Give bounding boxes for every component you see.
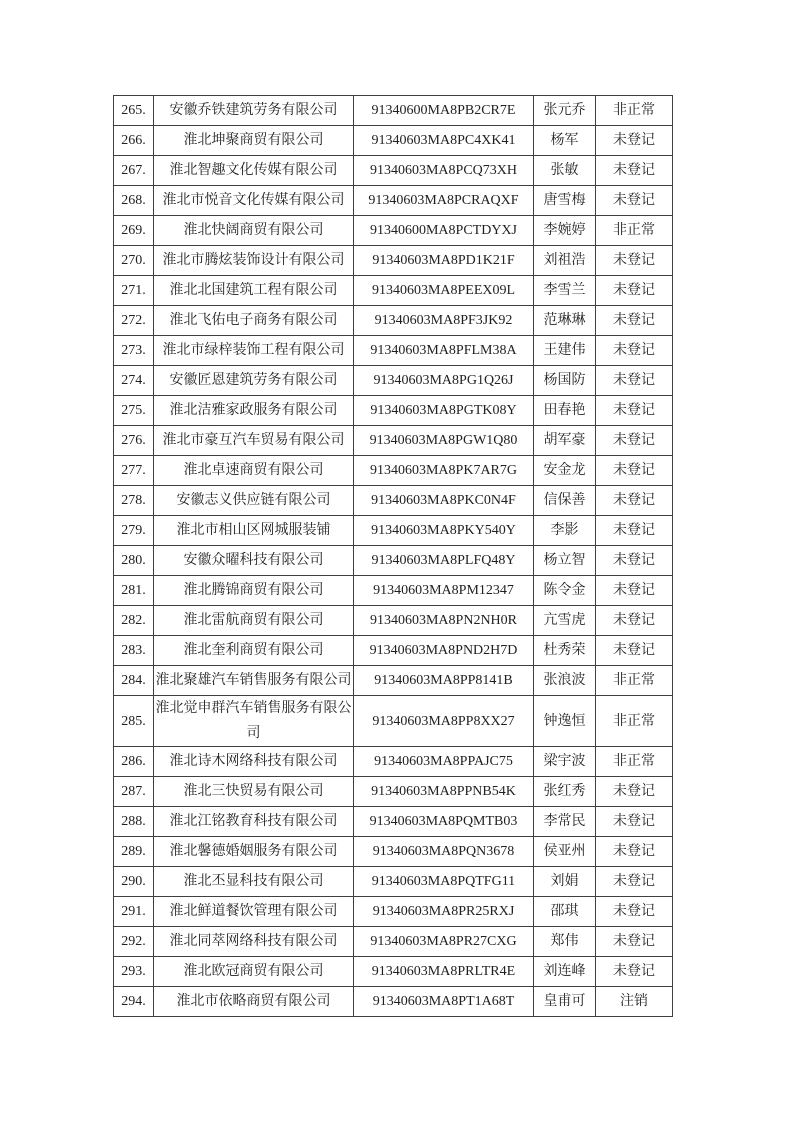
table-row [114, 426, 673, 456]
person-name-cell: 刘连峰 [534, 957, 596, 987]
table-row [114, 336, 673, 366]
status-cell: 未登记 [596, 516, 673, 546]
credit-code-cell: 91340603MA8PQTFG11 [354, 867, 534, 897]
person-name-cell: 李影 [534, 516, 596, 546]
credit-code-cell: 91340603MA8PCRAQXF [354, 186, 534, 216]
table-row [114, 186, 673, 216]
row-index-cell: 272. [114, 306, 154, 336]
credit-code-cell: 91340603MA8PN2NH0R [354, 606, 534, 636]
company-name-cell: 淮北同萃网络科技有限公司 [154, 927, 354, 957]
company-name-cell: 淮北洁雅家政服务有限公司 [154, 396, 354, 426]
credit-code-cell: 91340603MA8PGW1Q80 [354, 426, 534, 456]
table-row [114, 126, 673, 156]
status-cell: 未登记 [596, 126, 673, 156]
status-cell: 未登记 [596, 897, 673, 927]
person-name-cell: 刘祖浩 [534, 246, 596, 276]
status-cell: 未登记 [596, 276, 673, 306]
person-name-cell: 张元乔 [534, 96, 596, 126]
person-name-cell: 信保善 [534, 486, 596, 516]
table-row [114, 957, 673, 987]
credit-code-cell: 91340603MA8PP8XX27 [354, 696, 534, 747]
table-row [114, 576, 673, 606]
status-cell: 未登记 [596, 807, 673, 837]
status-cell: 非正常 [596, 96, 673, 126]
company-table-body [114, 96, 673, 1017]
credit-code-cell: 91340603MA8PK7AR7G [354, 456, 534, 486]
status-cell: 未登记 [596, 396, 673, 426]
table-row [114, 216, 673, 246]
company-name-cell: 淮北雷航商贸有限公司 [154, 606, 354, 636]
table-row [114, 276, 673, 306]
credit-code-cell: 91340603MA8PD1K21F [354, 246, 534, 276]
status-cell: 未登记 [596, 156, 673, 186]
company-name-cell: 淮北三快贸易有限公司 [154, 777, 354, 807]
status-cell: 非正常 [596, 747, 673, 777]
table-row [114, 306, 673, 336]
company-name-cell: 安徽匠恩建筑劳务有限公司 [154, 366, 354, 396]
status-cell: 未登记 [596, 486, 673, 516]
company-name-cell: 淮北馨德婚姻服务有限公司 [154, 837, 354, 867]
row-index-cell: 290. [114, 867, 154, 897]
company-name-cell: 淮北市腾炫装饰设计有限公司 [154, 246, 354, 276]
table-row [114, 696, 673, 747]
company-name-cell: 淮北坤聚商贸有限公司 [154, 126, 354, 156]
row-index-cell: 277. [114, 456, 154, 486]
row-index-cell: 265. [114, 96, 154, 126]
credit-code-cell: 91340603MA8PP8141B [354, 666, 534, 696]
row-index-cell: 274. [114, 366, 154, 396]
row-index-cell: 293. [114, 957, 154, 987]
company-name-cell: 淮北卓速商贸有限公司 [154, 456, 354, 486]
table-row [114, 927, 673, 957]
status-cell: 未登记 [596, 336, 673, 366]
status-cell: 注销 [596, 987, 673, 1017]
table-row [114, 777, 673, 807]
row-index-cell: 289. [114, 837, 154, 867]
credit-code-cell: 91340603MA8PF3JK92 [354, 306, 534, 336]
row-index-cell: 281. [114, 576, 154, 606]
person-name-cell: 刘娟 [534, 867, 596, 897]
person-name-cell: 杨军 [534, 126, 596, 156]
row-index-cell: 269. [114, 216, 154, 246]
row-index-cell: 286. [114, 747, 154, 777]
person-name-cell: 李常民 [534, 807, 596, 837]
row-index-cell: 280. [114, 546, 154, 576]
company-name-cell: 淮北丕显科技有限公司 [154, 867, 354, 897]
row-index-cell: 285. [114, 696, 154, 747]
table-row [114, 897, 673, 927]
company-name-cell: 安徽乔铁建筑劳务有限公司 [154, 96, 354, 126]
company-name-cell: 淮北市豪互汽车贸易有限公司 [154, 426, 354, 456]
credit-code-cell: 91340603MA8PKC0N4F [354, 486, 534, 516]
row-index-cell: 282. [114, 606, 154, 636]
row-index-cell: 271. [114, 276, 154, 306]
credit-code-cell: 91340603MA8PCQ73XH [354, 156, 534, 186]
row-index-cell: 267. [114, 156, 154, 186]
row-index-cell: 294. [114, 987, 154, 1017]
company-name-cell: 安徽志义供应链有限公司 [154, 486, 354, 516]
company-name-cell: 淮北快阔商贸有限公司 [154, 216, 354, 246]
credit-code-cell: 91340603MA8PQMTB03 [354, 807, 534, 837]
status-cell: 未登记 [596, 957, 673, 987]
person-name-cell: 张红秀 [534, 777, 596, 807]
credit-code-cell: 91340603MA8PPNB54K [354, 777, 534, 807]
row-index-cell: 287. [114, 777, 154, 807]
credit-code-cell: 91340603MA8PKY540Y [354, 516, 534, 546]
credit-code-cell: 91340600MA8PB2CR7E [354, 96, 534, 126]
table-row [114, 246, 673, 276]
person-name-cell: 侯亚州 [534, 837, 596, 867]
company-name-cell: 淮北市悦音文化传媒有限公司 [154, 186, 354, 216]
person-name-cell: 杨立智 [534, 546, 596, 576]
status-cell: 非正常 [596, 696, 673, 747]
row-index-cell: 268. [114, 186, 154, 216]
table-row [114, 606, 673, 636]
credit-code-cell: 91340603MA8PND2H7D [354, 636, 534, 666]
person-name-cell: 陈令金 [534, 576, 596, 606]
row-index-cell: 270. [114, 246, 154, 276]
credit-code-cell: 91340603MA8PPAJC75 [354, 747, 534, 777]
status-cell: 未登记 [596, 867, 673, 897]
company-name-cell: 淮北江铭教育科技有限公司 [154, 807, 354, 837]
status-cell: 未登记 [596, 927, 673, 957]
company-name-cell: 安徽众曜科技有限公司 [154, 546, 354, 576]
table-row [114, 636, 673, 666]
table-row [114, 516, 673, 546]
table-row [114, 96, 673, 126]
company-registry-table [113, 95, 673, 1017]
person-name-cell: 梁宇波 [534, 747, 596, 777]
person-name-cell: 范琳琳 [534, 306, 596, 336]
person-name-cell: 邵琪 [534, 897, 596, 927]
person-name-cell: 胡军豪 [534, 426, 596, 456]
table-row [114, 837, 673, 867]
row-index-cell: 273. [114, 336, 154, 366]
credit-code-cell: 91340603MA8PFLM38A [354, 336, 534, 366]
credit-code-cell: 91340600MA8PCTDYXJ [354, 216, 534, 246]
status-cell: 未登记 [596, 366, 673, 396]
company-name-cell: 淮北奎利商贸有限公司 [154, 636, 354, 666]
person-name-cell: 亢雪虎 [534, 606, 596, 636]
status-cell: 非正常 [596, 216, 673, 246]
company-name-cell: 淮北市依略商贸有限公司 [154, 987, 354, 1017]
person-name-cell: 郑伟 [534, 927, 596, 957]
table-row [114, 396, 673, 426]
company-name-cell: 淮北市相山区网城服装铺 [154, 516, 354, 546]
status-cell: 未登记 [596, 606, 673, 636]
status-cell: 非正常 [596, 666, 673, 696]
person-name-cell: 李婉婷 [534, 216, 596, 246]
credit-code-cell: 91340603MA8PC4XK41 [354, 126, 534, 156]
credit-code-cell: 91340603MA8PGTK08Y [354, 396, 534, 426]
table-row [114, 486, 673, 516]
row-index-cell: 278. [114, 486, 154, 516]
status-cell: 未登记 [596, 837, 673, 867]
status-cell: 未登记 [596, 777, 673, 807]
table-row [114, 867, 673, 897]
row-index-cell: 288. [114, 807, 154, 837]
company-name-cell: 淮北觉申群汽车销售服务有限公司 [154, 696, 354, 747]
row-index-cell: 275. [114, 396, 154, 426]
table-row [114, 747, 673, 777]
person-name-cell: 皇甫可 [534, 987, 596, 1017]
company-name-cell: 淮北飞佑电子商务有限公司 [154, 306, 354, 336]
status-cell: 未登记 [596, 546, 673, 576]
person-name-cell: 李雪兰 [534, 276, 596, 306]
company-name-cell: 淮北聚雄汽车销售服务有限公司 [154, 666, 354, 696]
row-index-cell: 284. [114, 666, 154, 696]
table-row [114, 456, 673, 486]
credit-code-cell: 91340603MA8PEEX09L [354, 276, 534, 306]
person-name-cell: 田春艳 [534, 396, 596, 426]
row-index-cell: 292. [114, 927, 154, 957]
credit-code-cell: 91340603MA8PQN3678 [354, 837, 534, 867]
company-name-cell: 淮北智趣文化传媒有限公司 [154, 156, 354, 186]
table-row [114, 156, 673, 186]
table-row [114, 366, 673, 396]
credit-code-cell: 91340603MA8PLFQ48Y [354, 546, 534, 576]
company-name-cell: 淮北北国建筑工程有限公司 [154, 276, 354, 306]
row-index-cell: 276. [114, 426, 154, 456]
person-name-cell: 安金龙 [534, 456, 596, 486]
credit-code-cell: 91340603MA8PG1Q26J [354, 366, 534, 396]
table-row [114, 546, 673, 576]
person-name-cell: 杨国防 [534, 366, 596, 396]
status-cell: 未登记 [596, 456, 673, 486]
company-name-cell: 淮北鲜道餐饮管理有限公司 [154, 897, 354, 927]
status-cell: 未登记 [596, 426, 673, 456]
person-name-cell: 杜秀荣 [534, 636, 596, 666]
company-name-cell: 淮北腾锦商贸有限公司 [154, 576, 354, 606]
credit-code-cell: 91340603MA8PR25RXJ [354, 897, 534, 927]
company-name-cell: 淮北欧冠商贸有限公司 [154, 957, 354, 987]
status-cell: 未登记 [596, 576, 673, 606]
person-name-cell: 唐雪梅 [534, 186, 596, 216]
credit-code-cell: 91340603MA8PR27CXG [354, 927, 534, 957]
row-index-cell: 279. [114, 516, 154, 546]
person-name-cell: 张敏 [534, 156, 596, 186]
row-index-cell: 283. [114, 636, 154, 666]
table-row [114, 807, 673, 837]
row-index-cell: 266. [114, 126, 154, 156]
credit-code-cell: 91340603MA8PRLTR4E [354, 957, 534, 987]
status-cell: 未登记 [596, 306, 673, 336]
status-cell: 未登记 [596, 636, 673, 666]
row-index-cell: 291. [114, 897, 154, 927]
company-name-cell: 淮北诗木网络科技有限公司 [154, 747, 354, 777]
table-row [114, 987, 673, 1017]
person-name-cell: 王建伟 [534, 336, 596, 366]
person-name-cell: 钟逸恒 [534, 696, 596, 747]
credit-code-cell: 91340603MA8PM12347 [354, 576, 534, 606]
status-cell: 未登记 [596, 186, 673, 216]
credit-code-cell: 91340603MA8PT1A68T [354, 987, 534, 1017]
person-name-cell: 张浪波 [534, 666, 596, 696]
status-cell: 未登记 [596, 246, 673, 276]
company-name-cell: 淮北市绿梓装饰工程有限公司 [154, 336, 354, 366]
table-row [114, 666, 673, 696]
